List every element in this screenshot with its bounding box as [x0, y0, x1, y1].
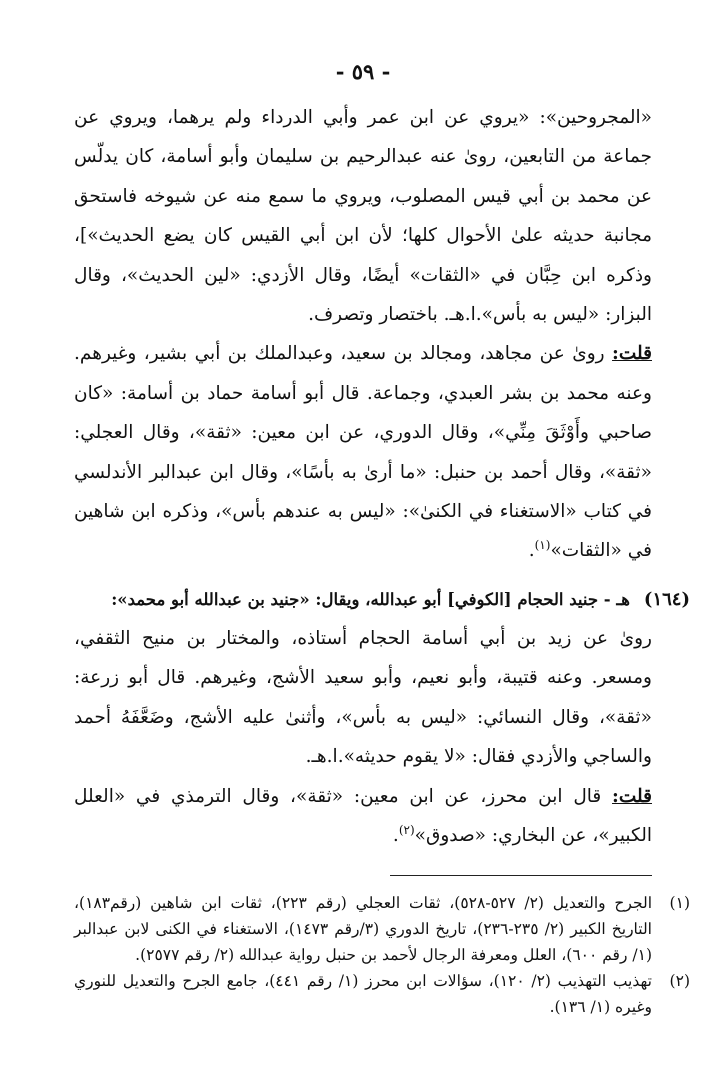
paragraph-qult-1: [74, 334, 652, 570]
footnote-text: تهذيب التهذيب (٢/ ١٢٠)، سؤالات ابن محرز (١/ رقم ٤٤١)، جامع الجرح والتعديل للنوري وغيره (١/ ١٣٦).: [74, 972, 652, 1017]
footnote-number: (٢): [669, 972, 690, 991]
footnote-number: (١): [669, 894, 690, 913]
footnote-reference[interactable]: (١): [534, 538, 551, 553]
qult-label: قلت:: [612, 343, 652, 365]
footnote-2: [74, 968, 690, 1020]
paragraph-text: «المجروحين»: «يروي عن ابن عمر وأبي الدرداء ولم يرهما، ويروي عن جماعة من التابعين، روىٰ عنه عبدالرحيم بن سليمان وأبو أسامة، كان يدلّس عن محمد بن أبي قيس المصلوب، ويروي ما سمع منه عن شيوخه فاستحق مجانبة حديثه علىٰ الأحوال كلها؛ لأن ابن أبي القيس كان يضع الحديث»]، وذكره ابن حِبَّان في «الثقات» أيضًا، وقال الأزدي: «لين الحديث»، وقال البزار: «ليس به بأس».ا.هـ. باختصار وتصرف.: [74, 107, 652, 326]
page-number: - ٥٩ -: [335, 59, 391, 84]
footnote-divider-wrap: [74, 855, 652, 876]
footnotes: [74, 890, 690, 1020]
paragraph-end: .: [392, 824, 399, 846]
footnote-1: [74, 890, 690, 968]
paragraph-end: .: [528, 540, 535, 562]
entry-number: (١٦٤): [643, 588, 690, 610]
entry-title: هـ - جنيد الحجام [الكوفي] أبو عبدالله، ويقال: «جنيد بن عبدالله أبو محمد»:: [111, 589, 630, 609]
footnote-text: الجرح والتعديل (٢/ ٥٢٧-٥٢٨)، ثقات العجلي (رقم ٢٢٣)، ثقات ابن شاهين (رقم١٨٣)، التاريخ الكبير (٢/ ٢٣٥-٢٣٦)، تاريخ الدوري (٣/رقم ١٤٧٣)، الاستغناء في الكنى لابن عبدالبر (١/ رقم ٦٠٠)، العلل ومعرفة الرجال لأحمد بن حنبل رواية عبدالله (٢/ رقم ٢٥٧٧).: [74, 894, 653, 965]
paragraph-qult-2: [74, 777, 652, 856]
paragraph-majruhin-quote: [74, 98, 652, 334]
paragraph-text: روىٰ عن مجاهد، ومجالد بن سعيد، وعبدالملك بن أبي بشير، وغيرهم. وعنه محمد بن بشر العبدي، وجماعة. قال أبو أسامة حماد بن أسامة: «كان صاحبي وأَوْثَقَ مِنِّي»، وقال الدوري، عن ابن معين: «ثقة»، وقال العجلي: «ثقة»، وقال أحمد بن حنبل: «ما أرىٰ به بأسًا»، وقال ابن عبدالبر الأندلسي في كتاب «الاستغناء في الكنىٰ»: «ليس به عندهم بأس»، وذكره ابن شاهين في «الثقات»: [74, 343, 652, 562]
paragraph-text: قال ابن محرز، عن ابن معين: «ثقة»، وقال الترمذي في «العلل الكبير»، عن البخاري: «صدوق»: [74, 785, 652, 846]
footnote-divider: [390, 875, 652, 876]
paragraph-text: روىٰ عن زيد بن أبي أسامة الحجام أستاذه، والمختار بن منيح الثقفي، ومسعر. وعنه قتيبة، وأبو نعيم، وأبو سعيد الأشج، وغيرهم. قال أبو زرعة: «ثقة»، وقال النسائي: «ليس به بأس»، وأثنىٰ عليه الأشج، وضَعَّفَهُ أحمد والساجي والأزدي فقال: «لا يقوم حديثه».ا.هـ.: [74, 627, 652, 768]
entry-heading: [74, 583, 690, 617]
footnote-reference[interactable]: (٢): [398, 822, 415, 837]
qult-label: قلت:: [612, 785, 652, 807]
paragraph-entry-body: [74, 619, 652, 777]
